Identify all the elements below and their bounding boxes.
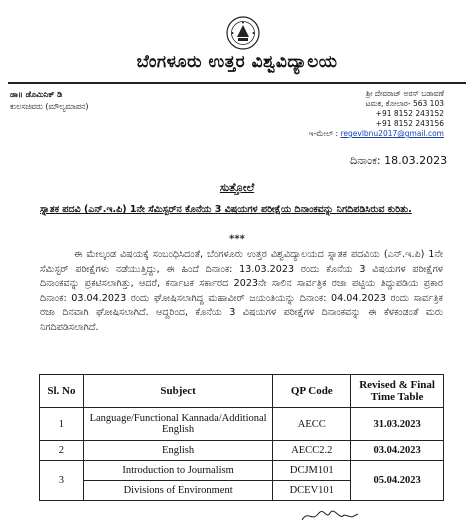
university-name: ಬೆಂಗಳೂರು ಉತ್ತರ ವಿಶ್ವವಿದ್ಯಾಲಯ	[136, 52, 338, 72]
cell-sl: 1	[40, 408, 84, 441]
header-qp-code: QP Code	[273, 375, 351, 408]
phone-2: +91 8152 243156	[375, 119, 444, 128]
address-block	[309, 89, 444, 139]
registrar-designation: ಕುಲಸಚಿವರು (ಮೌಲ್ಯಮಾಪನ)	[10, 102, 89, 111]
email-label: ಇ-ಮೇಲ್ :	[308, 129, 339, 138]
email-line	[309, 129, 444, 139]
table-row	[40, 408, 444, 441]
circular-date	[350, 154, 447, 168]
address-line-1: ಶ್ರೀ ದೇವರಾಜ್ ಅರಸ್ ಬಡಾವಣೆ	[365, 89, 444, 98]
circular-body: ಈ ಮೇಲ್ಕಂಡ ವಿಷಯಕ್ಕೆ ಸಂಬಂಧಿಸಿದಂತೆ, ಬೆಂಗಳೂರು ಉತ್ತರ ವಿಶ್ವವಿದ್ಯಾಲಯದ ಸ್ನಾತಕ ಪದವಿಯ (ಎನ್.ಇ.ಪಿ) 1ನೇ ಸೆಮಿಸ್ಟರ್ ಪರೀಕ್ಷೆಗಳು ನಡೆಯುತ್ತಿದ್ದು, ಈ ಹಿಂದೆ ದಿನಾಂಕ: 13.03.2023 ರಂದು ಕೊನೆಯ 3 ವಿಷಯಗಳ ಪರೀಕ್ಷೆಗಳ ದಿನಾಂಕವನ್ನು ಪ್ರಕಟಿಸಲಾಗಿತ್ತು, ಆದರೆ, ಕರ್ನಾಟಕ ಸರ್ಕಾರದ 2023ನೇ ಸಾಲಿನ ಸಾರ್ವತ್ರಿಕ ರಜಾ ಪಟ್ಟಿಯ ತಿದ್ದುಪಡಿಯ ಪ್ರಕಾರ ದಿನಾಂಕ: 03.04.2023 ರಂದು ಘೋಷಿಸಲಾಗಿದ್ದ ಮಹಾವೀರ್ ಜಯಂತಿಯನ್ನು ದಿನಾಂಕ: 04.04.2023 ರಂದು ಸಾರ್ವತ್ರಿಕ ರಜಾ ದಿನವಾಗಿ ಘೋಷಿಸಲಾಗಿದೆ. ಆದ್ದರಿಂದ, ಕೊನೆಯ 3 ವಿಷಯಗಳ ಪರೀಕ್ಷೆಗಳ ದಿನಾಂಕವನ್ನು ಈ ಕೆಳಕಂಡಂತೆ ಮರು ನಿಗದಿಪಡಿಸಲಾಗಿದೆ.	[40, 249, 443, 333]
registrar-name: ಡಾ॥ ಡೊಮಿನಿಕ್ ಡಿ	[10, 90, 63, 99]
circular-subject: ಸ್ನಾತಕ ಪದವಿ (ಎನ್.ಇ.ಪಿ) 1ನೇ ಸೆಮಿಸ್ಟರ್‌ನ ಕೊನೆಯ 3 ವಿಷಯಗಳ ಪರೀಕ್ಷೆಯ ದಿನಾಂಕವನ್ನು ನಿಗದಿಪಡಿಸಿರುವ ಕುರಿತು.	[40, 204, 412, 215]
header-revised-date: Revised & Final Time Table	[351, 375, 444, 408]
phone-1: +91 8152 243152	[375, 109, 444, 118]
cell-qp-code: AECC	[273, 408, 351, 441]
header-sl-no: Sl. No	[40, 375, 84, 408]
cell-subject: English	[83, 441, 272, 461]
registrar-block	[10, 89, 89, 113]
header-subject: Subject	[83, 375, 272, 408]
university-emblem-icon	[226, 16, 260, 50]
address-line-2: ಟಮಕ, ಕೋಲಾರ- 563 103	[365, 99, 444, 108]
date-value: 18.03.2023	[384, 154, 448, 167]
cell-sl: 3	[40, 461, 84, 501]
date-label: ದಿನಾಂಕ:	[350, 154, 381, 167]
table-header-row	[40, 375, 444, 408]
table-row	[40, 441, 444, 461]
revised-timetable	[39, 374, 444, 501]
letterhead-divider	[8, 82, 466, 84]
cell-subject: Language/Functional Kannada/Additional English	[83, 408, 272, 441]
cell-qp-code: DCEV101	[273, 481, 351, 501]
cell-sl: 2	[40, 441, 84, 461]
separator: ***	[229, 234, 245, 245]
cell-qp-code: AECC2.2	[273, 441, 351, 461]
cell-date: 03.04.2023	[351, 441, 444, 461]
cell-date: 05.04.2023	[351, 461, 444, 501]
circular-title: ಸುತ್ತೋಲೆ	[219, 181, 255, 194]
table-row	[40, 461, 444, 481]
cell-subject: Divisions of Environment	[83, 481, 272, 501]
cell-qp-code: DCJM101	[273, 461, 351, 481]
signature-icon	[300, 508, 360, 523]
cell-subject: Introduction to Journalism	[83, 461, 272, 481]
email-link[interactable]: regevlbnu2017@gmail.com	[340, 129, 444, 138]
cell-date: 31.03.2023	[351, 408, 444, 441]
